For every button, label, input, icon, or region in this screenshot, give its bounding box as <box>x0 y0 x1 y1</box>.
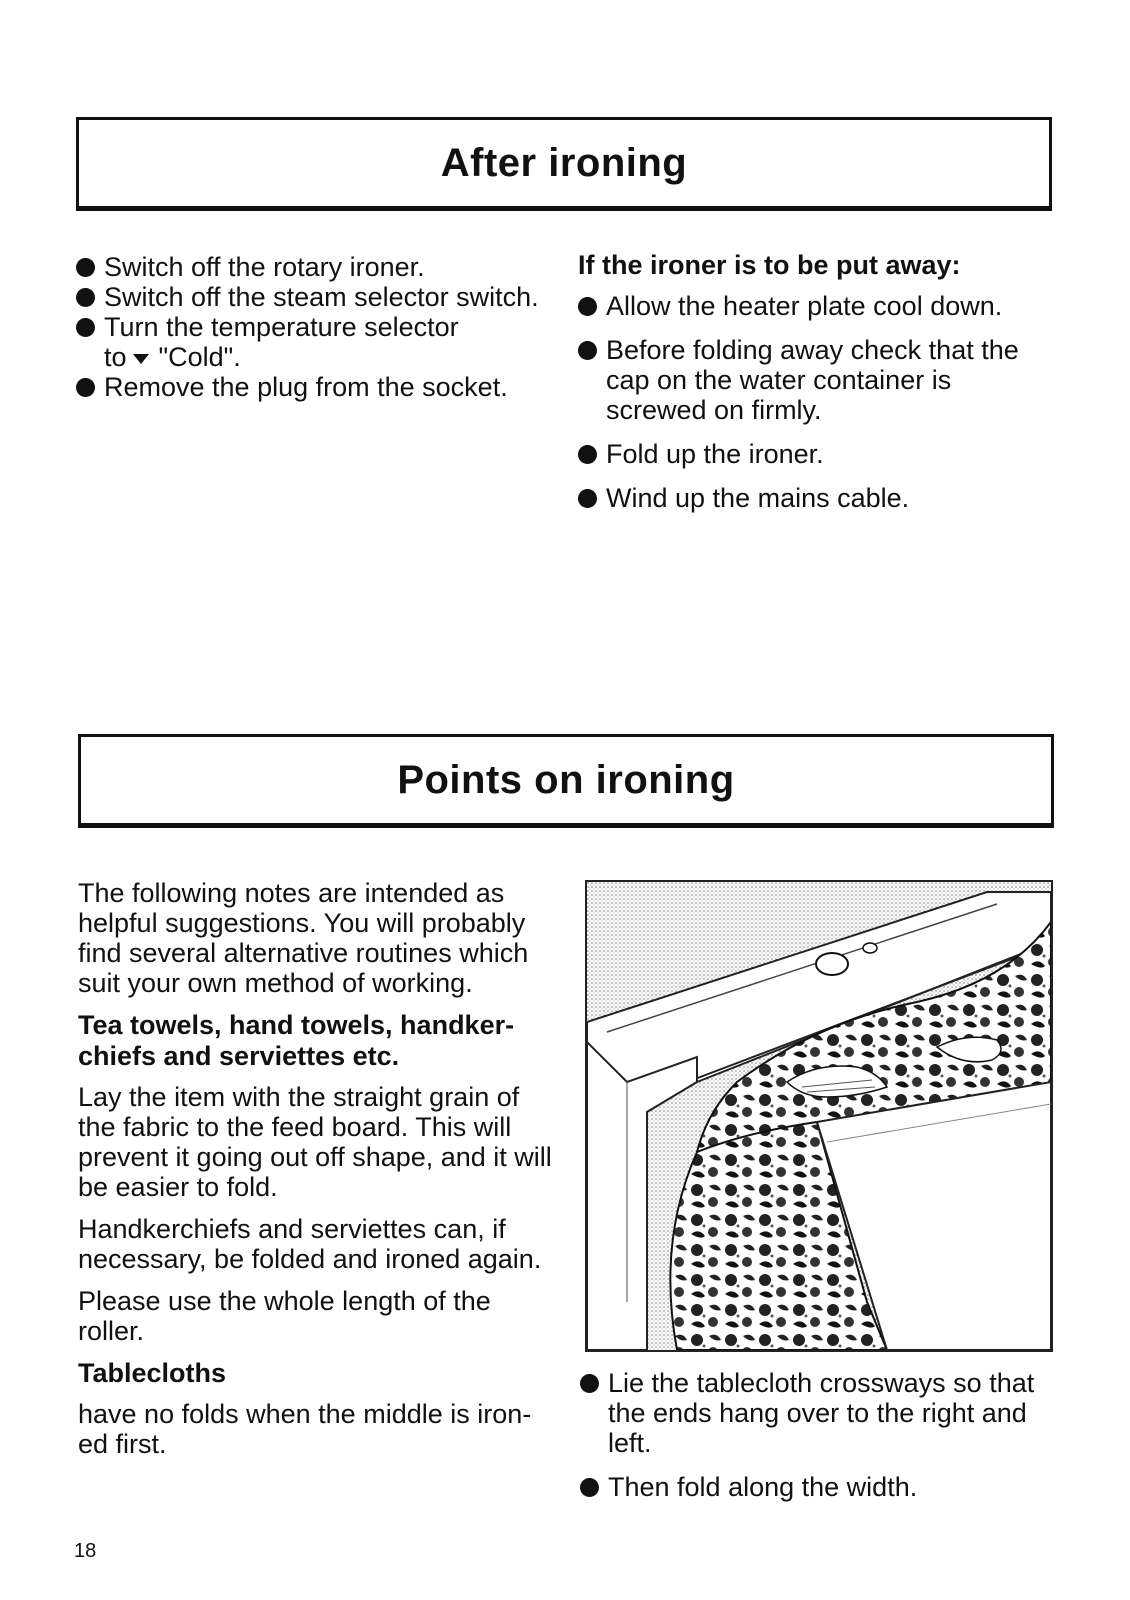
bullet-icon <box>580 1374 599 1393</box>
list-item: Then fold along the width. <box>580 1472 1050 1502</box>
list-item: Switch off the rotary ironer. <box>76 252 556 282</box>
temp-to: to <box>104 342 127 372</box>
points-left <box>78 878 556 1471</box>
towels-paragraph: Lay the item with the straight grain of the fabric to the feed board. This will prevent it going out off shape, and it will be easier to fold. <box>78 1082 552 1202</box>
bullet-icon <box>578 445 597 464</box>
after-ironing-title: After ironing <box>440 140 688 185</box>
ironer-illustration <box>585 880 1053 1352</box>
points-on-ironing-title: Points on ironing <box>397 757 735 802</box>
page-number: 18 <box>74 1540 97 1562</box>
list-item: Wind up the mains cable. <box>578 483 1048 513</box>
intro-text: The following notes are intended as helpful suggestions. You will probably find several alternative routines which suit your own method of working. <box>78 878 529 998</box>
bullet-icon <box>580 1478 599 1497</box>
ironer-tablecloth-drawing <box>587 882 1051 1350</box>
towels-heading: Tea towels, hand towels, handker-chiefs and serviettes etc. <box>78 1010 515 1071</box>
cold-triangle-icon <box>133 354 149 364</box>
list-item: Fold up the ironer. <box>578 439 1048 469</box>
bullet-icon <box>578 297 597 316</box>
after-ironing-right <box>578 250 1048 527</box>
bullet-icon <box>76 258 95 277</box>
list-item: Remove the plug from the socket. <box>76 372 556 402</box>
tablecloths-text: have no folds when the middle is iron-ed first. <box>78 1399 532 1459</box>
after-ironing-header <box>76 117 1052 211</box>
list-item: Allow the heater plate cool down. <box>578 291 1048 321</box>
bullet-icon <box>578 341 597 360</box>
tablecloths-heading: Tablecloths <box>78 1358 227 1388</box>
points-right <box>580 1368 1050 1516</box>
towels-paragraph: Please use the whole length of the roller. <box>78 1286 491 1346</box>
list-item: Turn the temperature selector to "Cold". <box>76 312 556 372</box>
list-item: Lie the tablecloth crossways so that the ends hang over to the right and left. <box>580 1368 1050 1458</box>
points-on-ironing-header <box>78 734 1054 828</box>
bullet-icon <box>76 288 95 307</box>
bullet-icon <box>76 318 95 337</box>
after-ironing-left <box>76 252 556 402</box>
bullet-icon <box>578 489 597 508</box>
list-item: Before folding away check that the cap on the water container is screwed on firmly. <box>578 335 1048 425</box>
put-away-heading: If the ironer is to be put away: <box>578 250 961 280</box>
towels-paragraph: Handkerchiefs and serviettes can, if necessary, be folded and ironed again. <box>78 1214 542 1274</box>
bullet-icon <box>76 378 95 397</box>
list-item: Switch off the steam selector switch. <box>76 282 556 312</box>
temp-cold: "Cold". <box>158 342 241 372</box>
